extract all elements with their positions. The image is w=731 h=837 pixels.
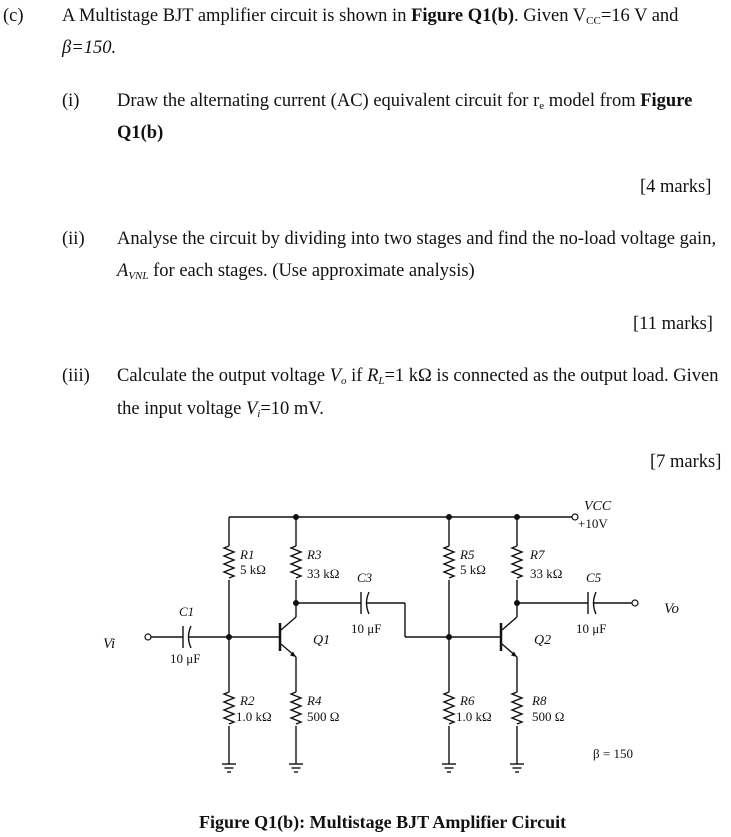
- figure-reference: Figure Q1(b): [411, 6, 515, 26]
- output-label: Vo: [664, 601, 679, 617]
- part-i-marks: [4 marks]: [640, 177, 712, 197]
- resistor-r7: [512, 546, 522, 578]
- part-i-line1: Draw the alternating current (AC) equivalent circuit for $r_e$ model from Figure: [117, 91, 693, 112]
- part-i-line2: Q1(b): [117, 123, 164, 143]
- beta-label: β = 150: [593, 746, 633, 761]
- c1-name: C1: [179, 604, 195, 619]
- part-iii-line2: the input voltage $V_i=10$ mV.: [117, 399, 324, 420]
- question-intro: A Multistage BJT amplifier circuit is shown in Figure Q1(b). Given $V_{CC}=16$ V and: [62, 6, 679, 27]
- q1-label: Q1: [313, 633, 331, 648]
- c3-value: 10 μF: [351, 621, 382, 636]
- r6-value: 1.0 kΩ: [456, 709, 492, 724]
- beta-given: β=150.: [62, 38, 117, 58]
- ground-symbol: [289, 764, 303, 772]
- r5-name: R5: [460, 547, 475, 562]
- r3-name: R3: [307, 547, 322, 562]
- figure-caption: Figure Q1(b): Multistage BJT Amplifier Circuit: [199, 812, 567, 832]
- r2-value: 1.0 kΩ: [236, 709, 272, 724]
- resistor-r3: [291, 546, 301, 578]
- r5-value: 5 kΩ: [460, 562, 486, 577]
- part-i-numeral: (i): [62, 91, 80, 111]
- r1-name: R1: [240, 547, 255, 562]
- c1-value: 10 μF: [170, 651, 201, 666]
- r7-value: 33 kΩ: [530, 566, 563, 581]
- part-ii-line1: Analyse the circuit by dividing into two stages and find the no-load voltage gain,: [117, 229, 717, 249]
- r4-name: R4: [307, 693, 322, 708]
- r6-name: R6: [460, 693, 475, 708]
- part-iii-numeral: (iii): [62, 366, 90, 386]
- r3-value: 33 kΩ: [307, 566, 340, 581]
- ground-symbol: [510, 764, 524, 772]
- vcc-label: VCC: [584, 499, 612, 514]
- r7-name: R7: [530, 547, 545, 562]
- c5-value: 10 μF: [576, 621, 607, 636]
- r1-value: 5 kΩ: [240, 562, 266, 577]
- output-terminal: [632, 600, 638, 606]
- ground-symbol: [442, 764, 456, 772]
- resistor-r4: [291, 692, 301, 724]
- resistor-r6: [444, 692, 454, 724]
- part-ii-numeral: (ii): [62, 229, 85, 249]
- part-iii-line1: Calculate the output voltage $V_o$ if $R_L=1$ kΩ is connected as the output load. Given: [117, 366, 719, 387]
- resistor-r2: [224, 692, 234, 724]
- r8-name: R8: [532, 693, 547, 708]
- c5-name: C5: [586, 570, 602, 585]
- q2-label: Q2: [534, 633, 552, 648]
- part-ii-marks: [11 marks]: [633, 314, 713, 334]
- resistor-r8: [512, 692, 522, 724]
- question-label: (c): [3, 6, 24, 26]
- input-terminal: [145, 634, 151, 640]
- r8-value: 500 Ω: [532, 709, 565, 724]
- ground-symbol: [222, 764, 236, 772]
- resistor-r1: [224, 546, 234, 578]
- input-label: Vi: [103, 636, 116, 652]
- vcc-value: +10V: [578, 516, 608, 531]
- r2-name: R2: [240, 693, 255, 708]
- resistor-r5: [444, 546, 454, 578]
- part-ii-line2: $A_{VNL}$ for each stages. (Use approximate analysis): [117, 261, 475, 282]
- part-iii-marks: [7 marks]: [650, 452, 722, 472]
- r4-value: 500 Ω: [307, 709, 340, 724]
- circuit-diagram: [0, 480, 731, 837]
- c3-name: C3: [357, 570, 373, 585]
